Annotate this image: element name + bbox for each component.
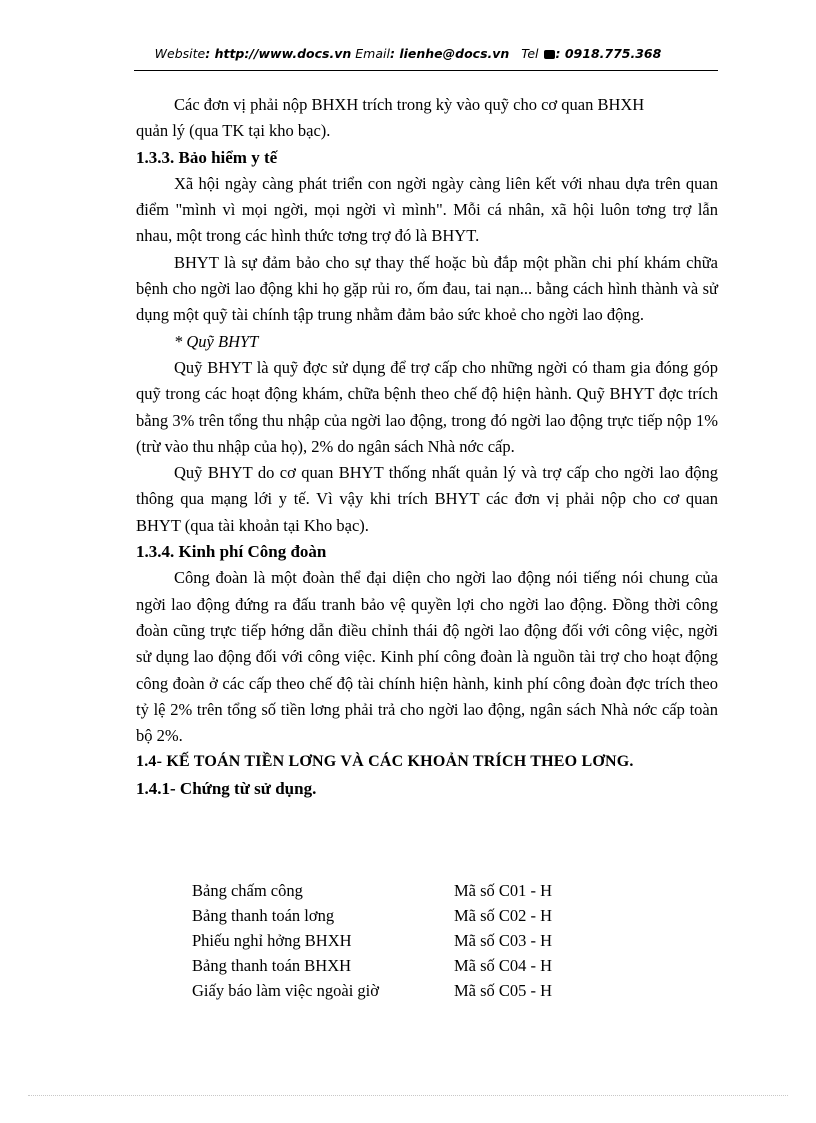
paragraph-bhxh-submit-cont: quản lý (qua TK tại kho bạc). xyxy=(136,121,331,141)
heading-health-insurance: 1.3.3. Bảo hiểm y tế xyxy=(136,147,278,167)
website-value: : http://www.docs.vn xyxy=(205,46,352,61)
document-body xyxy=(136,92,718,802)
paragraph-bhyt-fund: Quỹ BHYT là quỹ đợc sử dụng để trợ cấp cho những ngời có tham gia đóng góp quỹ trong các hoạt động khám, chữa bệnh theo chế độ hiện hành. Quỹ BHYT đợc trích bằng 3% trên tổng thu nhập của ngời lao động, trong đó ngời lao động trực tiếp nộp 1% (trừ vào thu nhập của họ), 2% do ngân sách Nhà nớc cấp. xyxy=(136,357,718,456)
header-divider xyxy=(134,70,718,71)
paragraph-society: Xã hội ngày càng phát triển con ngời ngày càng liên kết với nhau dựa trên quan điểm "mình vì mọi ngời, mọi ngời vì mình". Mỗi cá nhân, xã hội luôn tơng trợ lẫn nhau, một trong các hình thức tơng trợ đó là BHYT. xyxy=(136,173,718,246)
email-label: Email xyxy=(355,46,390,61)
document-code: Mã số C01 - H xyxy=(454,880,553,900)
document-code: Mã số C03 - H xyxy=(454,930,553,950)
table-row xyxy=(192,928,594,953)
email-value: : lienhe@docs.vn xyxy=(389,46,510,61)
document-name: Bảng thanh toán lơng xyxy=(192,905,335,925)
tel-value: : 0918.775.368 xyxy=(555,46,662,61)
table-row xyxy=(192,878,594,903)
document-code: Mã số C02 - H xyxy=(454,905,553,925)
paragraph-bhyt-definition: BHYT là sự đảm bảo cho sự thay thế hoặc bù đắp một phần chi phí khám chữa bệnh cho ngời lao động khi họ gặp rủi ro, ốm đau, tai nạn... bằng cách hình thành và sử dụng một quỹ tài chính tập trung nhằm đảm bảo sức khoẻ cho ngời lao động. xyxy=(136,252,718,325)
subheading-bhyt-fund: * Quỹ BHYT xyxy=(174,331,259,351)
table-row xyxy=(192,903,594,928)
page-header xyxy=(0,46,816,61)
footer-divider xyxy=(28,1095,788,1096)
paragraph-bhxh-submit: Các đơn vị phải nộp BHXH trích trong kỳ vào quỹ cho cơ quan BHXH xyxy=(174,95,645,114)
documents-table xyxy=(192,878,594,1004)
phone-icon xyxy=(544,50,555,59)
document-name: Bảng thanh toán BHXH xyxy=(192,956,352,976)
tel-label: Tel xyxy=(521,46,539,61)
document-name: Phiếu nghỉ hởng BHXH xyxy=(192,930,352,950)
heading-union-fee: 1.3.4. Kinh phí Công đoàn xyxy=(136,542,327,562)
table-row xyxy=(192,979,594,1004)
document-name: Giấy báo làm việc ngoài giờ xyxy=(192,981,379,1001)
paragraph-bhyt-management: Quỹ BHYT do cơ quan BHYT thống nhất quản lý và trợ cấp cho ngời lao động thông qua mạng lới y tế. Vì vậy khi trích BHYT các đơn vị phải nộp cho cơ quan BHYT (qua tài khoản tại Kho bạc). xyxy=(136,463,718,535)
table-row xyxy=(192,954,594,979)
paragraph-union: Công đoàn là một đoàn thể đại diện cho ngời lao động nói tiếng nói chung của ngời lao động đứng ra đấu tranh bảo vệ quyền lợi cho ngời lao động. Đồng thời công đoàn cũng trực tiếp hớng dẫn điều chỉnh thái độ ngời lao động đối với công việc, ngời sử dụng lao động đối với công việc. Kinh phí công đoàn là nguồn tài trợ cho hoạt động công đoàn ở các cấp theo chế độ tài chính hiện hành, kinh phí công đoàn đợc trích theo tỷ lệ 2% trên tổng số tiền lơng phải trả cho ngời lao động, ngân sách Nhà nớc cấp toàn bộ 2%. xyxy=(136,568,718,746)
heading-salary-accounting: 1.4- KẾ TOÁN TIỀN LƠNG VÀ CÁC KHOẢN TRÍCH THEO LƠNG. xyxy=(136,753,634,771)
document-name: Bảng chấm công xyxy=(192,880,303,900)
heading-documents-used: 1.4.1- Chứng từ sử dụng. xyxy=(136,778,317,798)
document-code: Mã số C04 - H xyxy=(454,956,553,976)
website-label: Website xyxy=(154,46,206,61)
document-code: Mã số C05 - H xyxy=(454,981,553,1001)
